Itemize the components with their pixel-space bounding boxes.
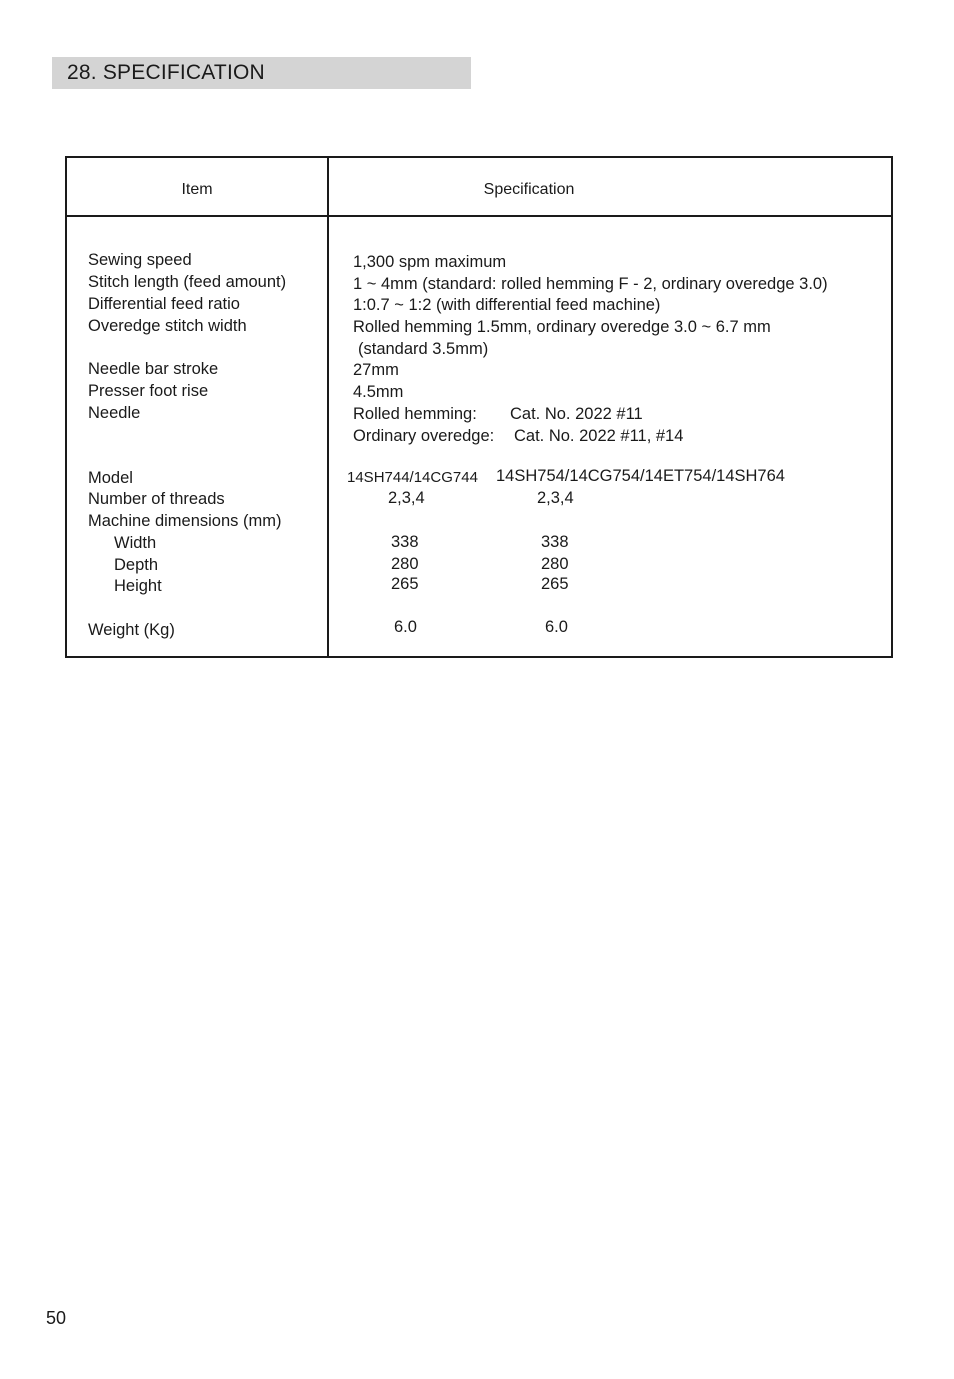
spec-needle-rolled-value: Cat. No. 2022 #11	[510, 405, 643, 423]
model-2-height: 265	[541, 575, 569, 593]
section-title: 28. SPECIFICATION	[67, 61, 265, 84]
spec-stitch-length: 1 ~ 4mm (standard: rolled hemming F - 2, ordinary overedge 3.0)	[353, 275, 828, 293]
model-1-height: 265	[391, 575, 419, 593]
item-presser-foot-rise: Presser foot rise	[88, 382, 209, 400]
model-2-depth: 280	[541, 555, 569, 573]
spec-needle-rolled-label: Rolled hemming:	[353, 405, 477, 423]
item-needle-bar-stroke: Needle bar stroke	[88, 360, 219, 378]
page-number: 50	[46, 1308, 67, 1328]
item-height: Height	[114, 577, 162, 595]
section-header	[52, 57, 471, 89]
item-stitch-length: Stitch length (feed amount)	[88, 273, 287, 291]
spec-overedge-stitch-width-standard: (standard 3.5mm)	[358, 340, 489, 358]
model-2-width: 338	[541, 533, 569, 551]
column-divider	[327, 158, 329, 656]
model-1-name: 14SH744/14CG744	[347, 469, 478, 486]
model-1-weight: 6.0	[394, 618, 417, 636]
model-2-weight: 6.0	[545, 618, 568, 636]
specification-table	[65, 156, 893, 658]
item-weight: Weight (Kg)	[88, 621, 175, 639]
spec-needle-ordinary-value: Cat. No. 2022 #11, #14	[514, 427, 684, 445]
item-model: Model	[88, 469, 133, 487]
model-1-threads: 2,3,4	[388, 489, 425, 507]
spec-presser-foot-rise: 4.5mm	[353, 383, 404, 401]
item-width: Width	[114, 534, 157, 552]
header-item: Item	[181, 181, 213, 198]
spec-needle-ordinary-label: Ordinary overedge:	[353, 427, 495, 445]
spec-sewing-speed: 1,300 spm maximum	[353, 253, 507, 271]
item-machine-dimensions: Machine dimensions (mm)	[88, 512, 282, 530]
item-number-of-threads: Number of threads	[88, 490, 225, 508]
item-overedge-stitch-width: Overedge stitch width	[88, 317, 247, 335]
header-specification: Specification	[483, 181, 575, 198]
item-depth: Depth	[114, 556, 159, 574]
spec-differential-feed-ratio: 1:0.7 ~ 1:2 (with differential feed machine)	[353, 296, 661, 314]
model-1-depth: 280	[391, 555, 419, 573]
item-needle: Needle	[88, 404, 141, 422]
header-divider	[67, 215, 891, 217]
model-2-threads: 2,3,4	[537, 489, 574, 507]
item-differential-feed-ratio: Differential feed ratio	[88, 295, 240, 313]
spec-overedge-stitch-width: Rolled hemming 1.5mm, ordinary overedge 3.0 ~ 6.7 mm	[353, 318, 771, 336]
model-1-width: 338	[391, 533, 419, 551]
model-2-name: 14SH754/14CG754/14ET754/14SH764	[496, 467, 785, 485]
item-sewing-speed: Sewing speed	[88, 251, 192, 269]
spec-needle-bar-stroke: 27mm	[353, 361, 399, 379]
